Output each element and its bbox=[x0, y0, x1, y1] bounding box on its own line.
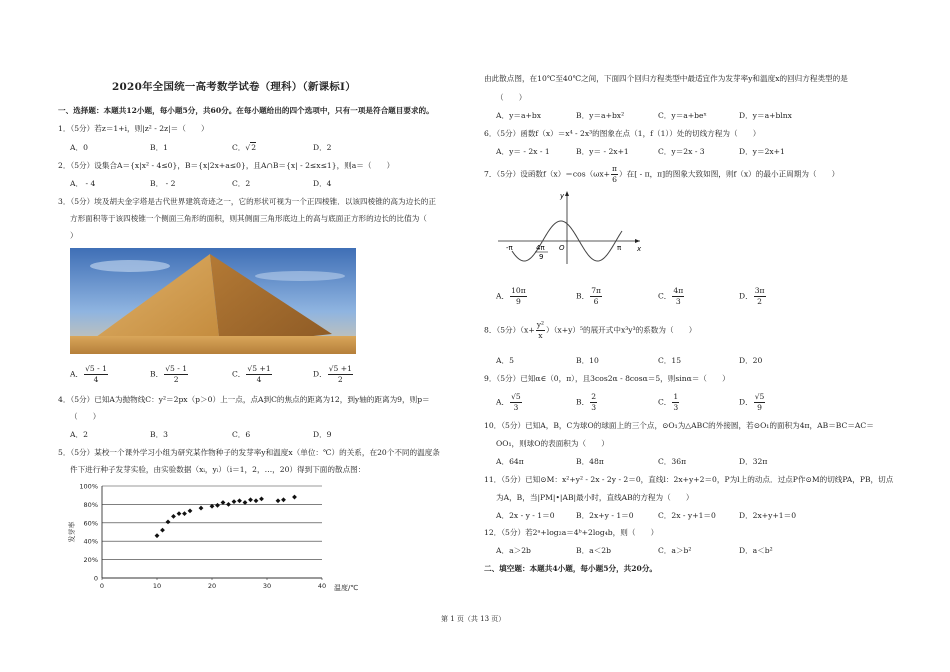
y-tick-label: 20% bbox=[83, 556, 98, 565]
graph-left-label: -π bbox=[506, 244, 513, 252]
q3-option-b[interactable]: B． $\frac{√5 - 1}{2}$ bbox=[150, 364, 188, 384]
q10-line1: 10．（5分）已知A，B，C为球O的球面上的三个点，⊙O₁为△ABC的外接圆，若⊙O₁的面积为4π，AB＝BC＝AC＝ bbox=[484, 421, 874, 430]
data-point bbox=[248, 497, 253, 502]
q11-option-a[interactable]: A．2x - y - 1＝0 bbox=[496, 511, 555, 520]
q8-option-b[interactable]: B．10 bbox=[576, 356, 599, 365]
q12-option-d[interactable]: D．a＜b² bbox=[739, 546, 773, 555]
q9-stem: 9．（5分）已知α∈（0，π），且3cos2α - 8cosα＝5，则sinα＝（ ） bbox=[484, 374, 730, 383]
x-tick-label: 20 bbox=[207, 582, 217, 590]
q4-option-d[interactable]: D．9 bbox=[313, 430, 332, 439]
q1-option-a[interactable]: A．0 bbox=[70, 143, 88, 152]
q9-option-d[interactable]: D． $\frac{√5}{9}$ bbox=[739, 392, 765, 412]
q12-option-b[interactable]: B．a＜2b bbox=[576, 546, 611, 555]
q5-option-a[interactable]: A．y＝a+bx bbox=[496, 111, 541, 120]
q8-option-a[interactable]: A．5 bbox=[496, 356, 514, 365]
data-point bbox=[171, 514, 176, 519]
q7-option-c[interactable]: C． $\frac{4\pi}{3}$ bbox=[658, 286, 684, 306]
q4-option-c[interactable]: C．6 bbox=[232, 430, 251, 439]
q7-option-a[interactable]: A． $\frac{10\pi}{9}$ bbox=[496, 286, 526, 306]
q4-line2: （ ） bbox=[70, 412, 101, 421]
q4-option-b[interactable]: B．3 bbox=[150, 430, 169, 439]
q11-line1: 11．（5分）已知⊙M：x²+y² - 2x - 2y - 2＝0，直线l：2x+y+2＝0，P为l上的动点．过点P作⊙M的切线PA，PB，切点 bbox=[484, 475, 894, 484]
q9-option-b[interactable]: B． $\frac{2}{3}$ bbox=[576, 392, 597, 412]
q5-option-b[interactable]: B．y＝a+bx² bbox=[576, 111, 625, 120]
y-tick-label: 100% bbox=[79, 482, 98, 491]
q12-option-a[interactable]: A．a＞2b bbox=[496, 546, 531, 555]
q3-option-a[interactable]: A． $\frac{√5 - 1}{4}$ bbox=[70, 364, 107, 384]
q4-option-a[interactable]: A．2 bbox=[70, 430, 88, 439]
q3-option-c[interactable]: C． $\frac{√5 +1}{4}$ bbox=[232, 364, 271, 384]
q5-option-c[interactable]: C．y＝a+beˣ bbox=[658, 111, 707, 120]
data-point bbox=[199, 506, 204, 511]
q10-option-c[interactable]: C．36π bbox=[658, 457, 687, 466]
q6-option-a[interactable]: A．y＝ - 2x - 1 bbox=[496, 147, 550, 156]
q3-line3: ） bbox=[70, 231, 78, 240]
q9-option-c[interactable]: C． $\frac{1}{3}$ bbox=[658, 392, 679, 412]
q12-option-c[interactable]: C．a＞b² bbox=[658, 546, 692, 555]
q10-option-b[interactable]: B．48π bbox=[576, 457, 604, 466]
data-point bbox=[226, 502, 231, 507]
q8-option-c[interactable]: C．15 bbox=[658, 356, 682, 365]
q11-option-b[interactable]: B．2x+y - 1＝0 bbox=[576, 511, 634, 520]
q10-line2: OO₁，则球O的表面积为（ ） bbox=[496, 439, 609, 448]
q2-option-d[interactable]: D．4 bbox=[313, 179, 332, 188]
graph-right-label: π bbox=[617, 244, 622, 252]
data-point bbox=[254, 498, 259, 503]
data-point bbox=[182, 511, 187, 516]
q2-option-c[interactable]: C．2 bbox=[232, 179, 251, 188]
data-point bbox=[177, 511, 182, 516]
section-choice-heading: 一、选择题：本题共12小题，每小题5分，共60分。在每小题给出的四个选项中，只有一项是符合题目要求的。 bbox=[58, 106, 434, 115]
q1-option-c[interactable]: C．√2 bbox=[232, 143, 257, 152]
q3-line2: 方形面积等于该四棱锥一个侧面三角形的面积，则其侧面三角形底边上的高与底面正方形的边长的比值为（ bbox=[70, 214, 427, 223]
x-tick-label: 40 bbox=[317, 582, 327, 590]
q5-option-d[interactable]: D．y＝a+blnx bbox=[739, 111, 792, 120]
q3-option-d[interactable]: D． $\frac{√5 +1}{2}$ bbox=[313, 364, 352, 384]
y-tick-label: 0 bbox=[93, 574, 98, 583]
q5-line2: 件下进行种子发芽实验，由实验数据（xᵢ，yᵢ）（i＝1，2，…，20）得到下面的散点图： bbox=[70, 465, 366, 474]
q9-option-a[interactable]: A． $\frac{√5}{3}$ bbox=[496, 392, 521, 412]
graph-x-label: x bbox=[637, 245, 642, 253]
scatter-plot bbox=[62, 478, 382, 596]
q5-cont-line2: （ ） bbox=[496, 93, 527, 102]
section-fill-heading: 二、填空题：本题共4小题，每小题5分，共20分。 bbox=[484, 564, 658, 573]
paper-title: 2020年全国统一高考数学试卷（理科）（新课标Ⅰ） bbox=[112, 81, 356, 93]
q10-option-d[interactable]: D．32π bbox=[739, 457, 768, 466]
data-point bbox=[166, 519, 171, 524]
y-axis-label: 发芽率 bbox=[68, 521, 76, 543]
data-point bbox=[215, 503, 220, 508]
data-point bbox=[259, 496, 264, 501]
data-point bbox=[160, 528, 165, 533]
q11-option-d[interactable]: D．2x+y+1＝0 bbox=[739, 511, 797, 520]
page-footer: 第 1 页（共 13 页） bbox=[441, 615, 506, 623]
x-tick-label: 10 bbox=[152, 582, 162, 590]
q11-line2: 为A，B，当|PM|•|AB|最小时，直线AB的方程为（ ） bbox=[496, 493, 694, 502]
graph-origin: O bbox=[559, 244, 565, 252]
q4-line1: 4．（5分）已知A为抛物线C：y²＝2px（p＞0）上一点，点A到C的焦点的距离为12，到y轴的距离为9，则p＝ bbox=[58, 395, 430, 404]
data-point bbox=[232, 499, 237, 504]
q7-option-b[interactable]: B． $\frac{7\pi}{6}$ bbox=[576, 286, 602, 306]
data-point bbox=[276, 498, 281, 503]
q2-option-a[interactable]: A． - 4 bbox=[70, 179, 96, 188]
data-point bbox=[237, 498, 242, 503]
data-point bbox=[188, 508, 193, 513]
q1-option-d[interactable]: D．2 bbox=[313, 143, 332, 152]
q5-cont-line1: 由此散点图，在10℃至40℃之间，下面四个回归方程类型中最适宜作为发芽率y和温度x的回归方程类型的是 bbox=[484, 74, 848, 83]
q3-line1: 3．（5分）埃及胡夫金字塔是古代世界建筑奇迹之一，它的形状可视为一个正四棱锥．以该四棱锥的高为边长的正 bbox=[58, 197, 436, 206]
x-axis-label: 温度/℃ bbox=[334, 584, 359, 592]
q8-stem: 8．（5分）（x+ $\frac{\text{y²}}{x}$ ）（x+y）⁵的展开式中x³y³的系数为（ ） bbox=[484, 320, 697, 340]
q6-option-c[interactable]: C．y＝2x - 3 bbox=[658, 147, 705, 156]
x-tick-label: 30 bbox=[262, 582, 272, 590]
q6-stem: 6．（5分）函数f（x）＝x⁴ - 2x³的图象在点（1，f（1））处的切线方程为（ ） bbox=[484, 129, 761, 138]
q7-stem: 7．（5分）设函数f（x）＝cos（ωx+ $\frac{\pi}{6}$ ）在[ - π，π]的图象大致如图，则f（x）的最小正周期为（ ） bbox=[484, 164, 840, 184]
q7-option-d[interactable]: D． $\frac{3\pi}{2}$ bbox=[739, 286, 765, 306]
q11-option-c[interactable]: C．2x - y+1＝0 bbox=[658, 511, 716, 520]
q12-stem: 12．（5分）若2ᵃ+log₂a＝4ᵇ+2log₄b，则（ ） bbox=[484, 528, 659, 537]
q2-stem: 2．（5分）设集合A＝{x|x² - 4≤0}，B＝{x|2x+a≤0}，且A∩B＝{x| - 2≤x≤1}，则a＝（ ） bbox=[58, 161, 395, 170]
q2-option-b[interactable]: B． - 2 bbox=[150, 179, 176, 188]
q10-option-a[interactable]: A．64π bbox=[496, 457, 524, 466]
x-tick-label: 0 bbox=[99, 582, 105, 590]
y-tick-label: 40% bbox=[83, 537, 98, 546]
data-point bbox=[281, 497, 286, 502]
graph-mark-num: 4π bbox=[536, 244, 545, 252]
q5-line1: 5．（5分）某校一个课外学习小组为研究某作物种子的发芽率y和温度x（单位：℃）的关系，在20个不同的温度条 bbox=[58, 448, 440, 457]
y-tick-label: 60% bbox=[83, 519, 98, 528]
data-point bbox=[292, 495, 297, 500]
q6-option-b[interactable]: B．y＝ - 2x+1 bbox=[576, 147, 629, 156]
graph-y-label: y bbox=[560, 192, 565, 200]
pyramid-photo bbox=[70, 248, 356, 354]
cosine-graph bbox=[494, 188, 646, 266]
q6-option-d[interactable]: D．y＝2x+1 bbox=[739, 147, 785, 156]
q8-option-d[interactable]: D．20 bbox=[739, 356, 763, 365]
data-point bbox=[155, 533, 160, 538]
q1-stem: 1．（5分）若z＝1+i，则|z² - 2z|＝（ ） bbox=[58, 124, 209, 133]
y-tick-label: 80% bbox=[83, 500, 98, 509]
graph-mark-den: 9 bbox=[539, 253, 544, 261]
q1-option-b[interactable]: B．1 bbox=[150, 143, 169, 152]
